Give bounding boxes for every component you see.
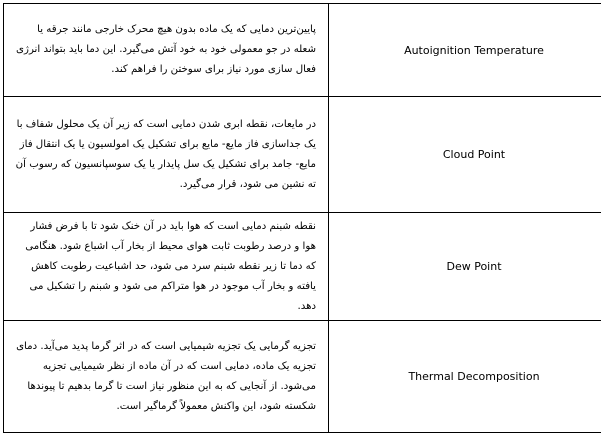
definition-cell: در مایعات، نقطه ابری شدن دمایی است که زیر آن یک محلول شفاف با یک جداسازی فاز مایع- مایع برای تشکیل یک امولسیون یا یک انتقال فاز مایع- جامد برای تشکیل یک سل پایدار یا یک سوسپانسیون که رسوب آن ته نشین می شود، قرار می‌گیرد.: [4, 97, 329, 213]
table-row: [4, 213, 601, 321]
definition-cell: تجزیه گرمایی یک تجزیه شیمیایی است که در اثر گرما پدید می‌آید. دمای تجزیه یک ماده، دمایی است که در آن ماده از نظر شیمیایی تجزیه می‌شود. از آنجایی که به این منظور نیاز است تا گرما بدهیم تا پیوندها شکسته شود، این واکنش معمولاً گرماگیر است.: [4, 321, 329, 433]
glossary-table: [3, 3, 601, 433]
definition-cell: نقطه شبنم دمایی است که هوا باید در آن خنک شود تا با فرض فشار هوا و درصد رطوبت ثابت هوای محیط از بخار آب اشباع شود. هنگامی که دما تا زیر نقطه شبنم سرد می شود، حد اشباعیت رطوبت کاهش یافته و بخار آب موجود در هوا متراکم می شود و شبنم را تشکیل می دهد.: [4, 213, 329, 321]
definition-cell: پایین‌ترین دمایی که یک ماده بدون هیچ محرک خارجی مانند جرقه یا شعله در جو معمولی خود به خود آتش می‌گیرد. این دما باید بتواند انرژی فعال سازی مورد نیاز برای سوختن را فراهم کند.: [4, 4, 329, 97]
term-cell: Autoignition Temperature: [329, 4, 601, 97]
term-cell: Thermal Decomposition: [329, 321, 601, 433]
table-row: [4, 4, 601, 97]
term-cell: Dew Point: [329, 213, 601, 321]
term-cell: Cloud Point: [329, 97, 601, 213]
table-row: [4, 321, 601, 433]
table-row: [4, 97, 601, 213]
